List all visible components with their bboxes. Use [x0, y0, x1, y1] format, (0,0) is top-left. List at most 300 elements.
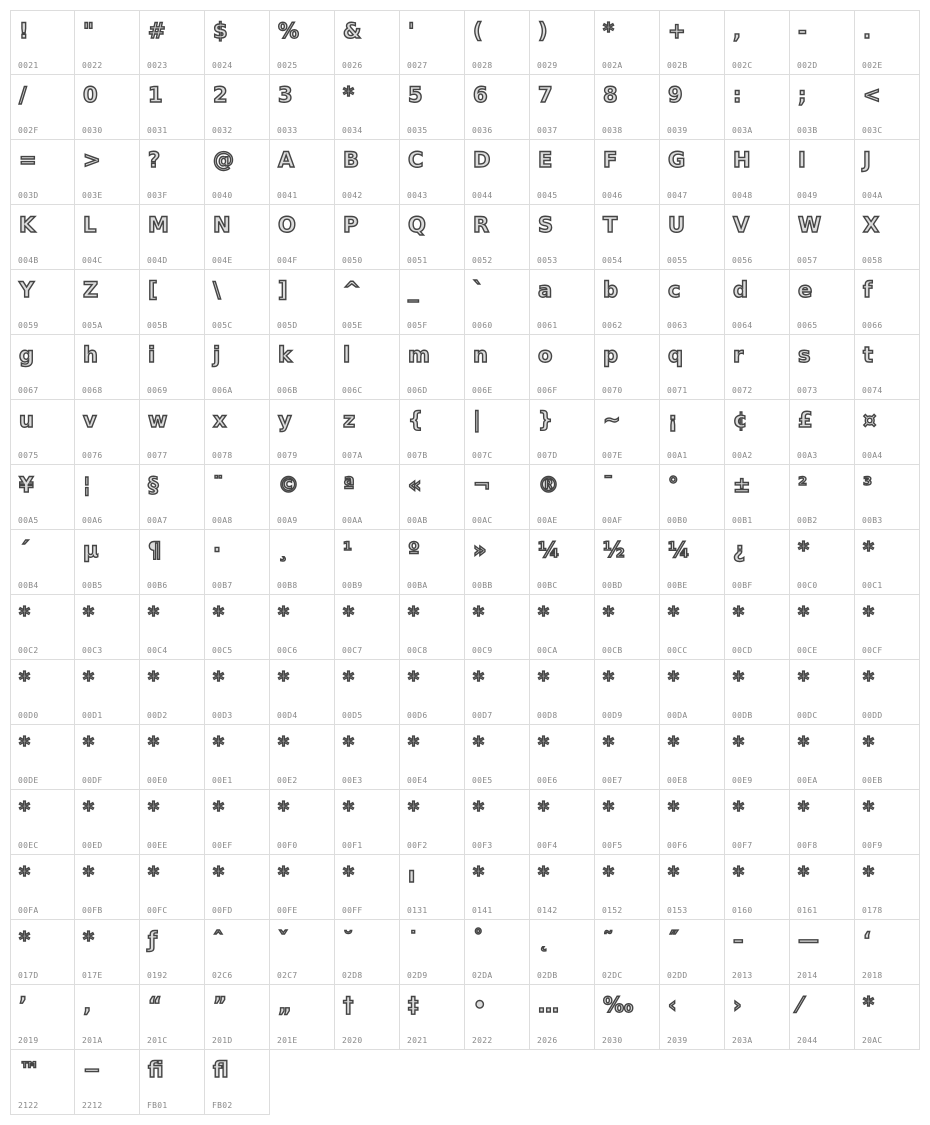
- glyph-cell: [855, 270, 920, 335]
- glyph-cell: [790, 920, 855, 985]
- glyph-code: 02DD: [667, 971, 688, 980]
- glyph-code: 0037: [537, 126, 558, 135]
- glyph-char: |: [473, 408, 481, 432]
- glyph-code: 0073: [797, 386, 818, 395]
- glyph-char: ¨: [213, 473, 224, 497]
- glyph-code: 003D: [18, 191, 39, 200]
- glyph-char: I: [798, 148, 806, 172]
- glyph-cell: [400, 335, 465, 400]
- glyph-char: ˆ: [213, 928, 224, 952]
- glyph-code: 002A: [602, 61, 623, 70]
- glyph-char: *: [798, 603, 809, 627]
- glyph-cell: [465, 10, 530, 75]
- glyph-code: 003B: [797, 126, 818, 135]
- glyph-char: –: [733, 928, 744, 952]
- glyph-code: 00CB: [602, 646, 623, 655]
- glyph-code: 00FF: [342, 906, 363, 915]
- glyph-code: 006D: [407, 386, 428, 395]
- glyph-char: 0: [83, 83, 98, 107]
- glyph-cell: [595, 985, 660, 1050]
- glyph-char: K: [19, 213, 36, 237]
- glyph-code: 00F0: [277, 841, 298, 850]
- glyph-code: 0024: [212, 61, 233, 70]
- glyph-char: ¸: [278, 538, 289, 562]
- glyph-char: %: [278, 19, 300, 43]
- glyph-char: n: [473, 343, 488, 367]
- glyph-code: 005B: [147, 321, 168, 330]
- glyph-cell: [205, 205, 270, 270]
- glyph-code: 201C: [147, 1036, 168, 1045]
- glyph-code: 005A: [82, 321, 103, 330]
- glyph-cell: [75, 660, 140, 725]
- glyph-cell: [530, 855, 595, 920]
- glyph-code: 0034: [342, 126, 363, 135]
- glyph-cell: [335, 270, 400, 335]
- glyph-cell: [660, 75, 725, 140]
- glyph-code: 0050: [342, 256, 363, 265]
- glyph-char: *: [343, 603, 354, 627]
- glyph-char: <: [863, 83, 881, 107]
- glyph-cell: [530, 595, 595, 660]
- glyph-char: *: [343, 83, 354, 107]
- glyph-cell: [660, 465, 725, 530]
- glyph-code: 0032: [212, 126, 233, 135]
- glyph-code: 00BA: [407, 581, 428, 590]
- glyph-cell: [465, 335, 530, 400]
- glyph-cell: [270, 530, 335, 595]
- glyph-cell: [660, 335, 725, 400]
- glyph-code: 00C9: [472, 646, 493, 655]
- glyph-code: 005D: [277, 321, 298, 330]
- glyph-cell: [10, 725, 75, 790]
- glyph-cell: [530, 400, 595, 465]
- glyph-char: i: [148, 343, 156, 367]
- glyph-code: 00AA: [342, 516, 363, 525]
- glyph-char: ’: [19, 993, 27, 1017]
- glyph-cell: [140, 400, 205, 465]
- glyph-cell: [10, 465, 75, 530]
- glyph-code: 0023: [147, 61, 168, 70]
- glyph-cell: [725, 920, 790, 985]
- glyph-char: e: [798, 278, 813, 302]
- glyph-char: ﬂ: [213, 1058, 229, 1082]
- glyph-char: ±: [733, 473, 751, 497]
- glyph-char: *: [603, 798, 614, 822]
- glyph-code: 00D3: [212, 711, 233, 720]
- glyph-code: 005F: [407, 321, 428, 330]
- glyph-cell: [335, 725, 400, 790]
- glyph-cell: [10, 790, 75, 855]
- glyph-cell: [270, 920, 335, 985]
- glyph-char: *: [148, 603, 159, 627]
- glyph-cell: [855, 855, 920, 920]
- glyph-cell: [725, 725, 790, 790]
- glyph-cell: [10, 660, 75, 725]
- glyph-char: o: [538, 343, 553, 367]
- glyph-char: q: [668, 343, 684, 367]
- glyph-cell: [855, 920, 920, 985]
- glyph-cell: [530, 140, 595, 205]
- glyph-cell: [530, 465, 595, 530]
- glyph-char: ˝: [668, 928, 679, 952]
- glyph-code: 0068: [82, 386, 103, 395]
- glyph-char: *: [733, 733, 744, 757]
- glyph-char: *: [863, 668, 874, 692]
- glyph-char: x: [213, 408, 227, 432]
- glyph-cell: [855, 530, 920, 595]
- glyph-code: 0036: [472, 126, 493, 135]
- glyph-cell: [140, 140, 205, 205]
- glyph-code: 00DA: [667, 711, 688, 720]
- glyph-code: 0033: [277, 126, 298, 135]
- glyph-char: ¶: [148, 538, 162, 562]
- glyph-code: 00B7: [212, 581, 233, 590]
- glyph-char: ): [538, 19, 548, 43]
- glyph-cell: [140, 985, 205, 1050]
- glyph-code: 00FC: [147, 906, 168, 915]
- glyph-cell: [205, 465, 270, 530]
- glyph-cell: [335, 10, 400, 75]
- glyph-char: “: [148, 993, 162, 1017]
- glyph-char: *: [798, 863, 809, 887]
- glyph-code: 0040: [212, 191, 233, 200]
- glyph-char: 1: [148, 83, 163, 107]
- glyph-code: 0043: [407, 191, 428, 200]
- glyph-char: J: [863, 148, 871, 172]
- glyph-cell: [140, 920, 205, 985]
- glyph-cell: [790, 465, 855, 530]
- glyph-char: *: [668, 733, 679, 757]
- glyph-char: *: [668, 798, 679, 822]
- glyph-cell: [790, 140, 855, 205]
- glyph-code: 00CD: [732, 646, 753, 655]
- glyph-char: *: [213, 733, 224, 757]
- glyph-char: ´: [19, 538, 30, 562]
- glyph-code: 006F: [537, 386, 558, 395]
- glyph-cell: [335, 595, 400, 660]
- glyph-cell: [530, 790, 595, 855]
- glyph-cell: [465, 400, 530, 465]
- glyph-code: 00E8: [667, 776, 688, 785]
- glyph-cell: [725, 790, 790, 855]
- glyph-char: *: [408, 733, 419, 757]
- glyph-char: ½: [603, 538, 625, 562]
- glyph-cell: [10, 1050, 75, 1115]
- glyph-cell: [75, 530, 140, 595]
- glyph-code: 0142: [537, 906, 558, 915]
- glyph-char: ı: [408, 863, 416, 887]
- glyph-char: ¦: [83, 473, 91, 497]
- glyph-char: @: [213, 148, 234, 172]
- glyph-cell: [595, 140, 660, 205]
- glyph-code: 006E: [472, 386, 493, 395]
- glyph-char: *: [83, 928, 94, 952]
- glyph-cell: [790, 660, 855, 725]
- glyph-code: 00FE: [277, 906, 298, 915]
- glyph-char: h: [83, 343, 98, 367]
- glyph-grid: [10, 10, 920, 1115]
- glyph-code: 006C: [342, 386, 363, 395]
- glyph-code: 00A7: [147, 516, 168, 525]
- glyph-code: 002F: [18, 126, 39, 135]
- glyph-char: *: [668, 668, 679, 692]
- glyph-code: 00E5: [472, 776, 493, 785]
- glyph-code: 0060: [472, 321, 493, 330]
- glyph-code: 00B2: [797, 516, 818, 525]
- glyph-cell: [400, 985, 465, 1050]
- glyph-code: 00C3: [82, 646, 103, 655]
- glyph-cell: [205, 75, 270, 140]
- glyph-cell: [660, 595, 725, 660]
- glyph-cell: [140, 335, 205, 400]
- glyph-code: 005C: [212, 321, 233, 330]
- glyph-code: 0178: [862, 906, 883, 915]
- glyph-char: \: [213, 278, 221, 302]
- glyph-cell: [465, 920, 530, 985]
- glyph-cell: [205, 1050, 270, 1115]
- glyph-cell: [855, 205, 920, 270]
- glyph-char: 6: [473, 83, 488, 107]
- glyph-cell: [205, 725, 270, 790]
- glyph-char: »: [473, 538, 487, 562]
- glyph-code: 2212: [82, 1101, 103, 1110]
- glyph-char: *: [408, 798, 419, 822]
- glyph-cell: [400, 270, 465, 335]
- glyph-code: 00FB: [82, 906, 103, 915]
- glyph-char: *: [603, 733, 614, 757]
- glyph-char: *: [278, 668, 289, 692]
- glyph-code: 002B: [667, 61, 688, 70]
- glyph-code: 0079: [277, 451, 298, 460]
- glyph-char: !: [19, 19, 29, 43]
- glyph-code: 02DA: [472, 971, 493, 980]
- glyph-char: L: [83, 213, 97, 237]
- glyph-code: 00B6: [147, 581, 168, 590]
- glyph-cell: [660, 920, 725, 985]
- glyph-cell: [335, 75, 400, 140]
- glyph-code: 00AB: [407, 516, 428, 525]
- glyph-char: ˛: [538, 928, 549, 952]
- glyph-code: 00CE: [797, 646, 818, 655]
- glyph-code: 00FA: [18, 906, 39, 915]
- glyph-code: 0049: [797, 191, 818, 200]
- glyph-code: 006B: [277, 386, 298, 395]
- glyph-char: &: [343, 19, 362, 43]
- glyph-cell: [660, 400, 725, 465]
- glyph-char: y: [278, 408, 292, 432]
- glyph-code: 00BC: [537, 581, 558, 590]
- glyph-cell: [270, 75, 335, 140]
- glyph-code: 2020: [342, 1036, 363, 1045]
- glyph-char: V: [733, 213, 750, 237]
- glyph-cell: [75, 400, 140, 465]
- glyph-code: 0131: [407, 906, 428, 915]
- glyph-code: 00AC: [472, 516, 493, 525]
- glyph-code: 0141: [472, 906, 493, 915]
- glyph-char: r: [733, 343, 744, 367]
- glyph-cell: [530, 725, 595, 790]
- glyph-cell: [205, 530, 270, 595]
- glyph-char: j: [213, 343, 221, 367]
- glyph-cell: [790, 75, 855, 140]
- glyph-cell: [855, 790, 920, 855]
- glyph-code: 0058: [862, 256, 883, 265]
- glyph-cell: [270, 270, 335, 335]
- glyph-cell: [465, 530, 530, 595]
- glyph-char: *: [603, 863, 614, 887]
- glyph-code: 00D8: [537, 711, 558, 720]
- glyph-cell: [595, 920, 660, 985]
- glyph-char: W: [798, 213, 822, 237]
- glyph-code: 003A: [732, 126, 753, 135]
- glyph-char: −: [83, 1058, 101, 1082]
- glyph-char: _: [408, 278, 419, 302]
- glyph-char: *: [213, 668, 224, 692]
- glyph-code: 0045: [537, 191, 558, 200]
- glyph-char: *: [343, 798, 354, 822]
- glyph-cell: [335, 920, 400, 985]
- glyph-cell: [725, 140, 790, 205]
- glyph-code: 2021: [407, 1036, 428, 1045]
- glyph-cell: [400, 205, 465, 270]
- glyph-code: 0025: [277, 61, 298, 70]
- glyph-char: *: [798, 668, 809, 692]
- glyph-code: 00A4: [862, 451, 883, 460]
- glyph-code: 201E: [277, 1036, 298, 1045]
- glyph-code: 0070: [602, 386, 623, 395]
- glyph-cell: [140, 530, 205, 595]
- glyph-cell: [465, 465, 530, 530]
- glyph-char: *: [538, 603, 549, 627]
- glyph-code: 00CF: [862, 646, 883, 655]
- glyph-cell: [790, 10, 855, 75]
- glyph-code: 00C0: [797, 581, 818, 590]
- glyph-char: *: [863, 603, 874, 627]
- glyph-char: º: [408, 538, 420, 562]
- glyph-char: *: [278, 603, 289, 627]
- glyph-char: {: [408, 408, 423, 432]
- glyph-char: ³: [863, 473, 873, 497]
- glyph-char: a: [538, 278, 553, 302]
- glyph-cell: [205, 985, 270, 1050]
- glyph-code: FB01: [147, 1101, 168, 1110]
- glyph-code: 0059: [18, 321, 39, 330]
- glyph-cell: [855, 660, 920, 725]
- glyph-cell: [660, 270, 725, 335]
- glyph-char: §: [148, 473, 159, 497]
- glyph-char: `: [473, 278, 484, 302]
- glyph-cell: [725, 400, 790, 465]
- glyph-char: Z: [83, 278, 99, 302]
- glyph-cell: [855, 985, 920, 1050]
- glyph-char: ': [408, 19, 415, 43]
- glyph-cell: [270, 855, 335, 920]
- glyph-code: 00F8: [797, 841, 818, 850]
- glyph-code: 0052: [472, 256, 493, 265]
- glyph-cell: [400, 465, 465, 530]
- glyph-char: ƒ: [148, 928, 158, 952]
- glyph-code: 00A6: [82, 516, 103, 525]
- glyph-code: 00B3: [862, 516, 883, 525]
- glyph-char: ;: [798, 83, 807, 107]
- glyph-cell: [465, 205, 530, 270]
- glyph-char: *: [473, 603, 484, 627]
- glyph-char: *: [408, 668, 419, 692]
- glyph-char: *: [19, 863, 30, 887]
- glyph-code: 00D1: [82, 711, 103, 720]
- glyph-cell: [400, 790, 465, 855]
- glyph-cell: [270, 790, 335, 855]
- glyph-char: *: [863, 733, 874, 757]
- glyph-char: …: [538, 993, 559, 1017]
- glyph-char: *: [19, 928, 30, 952]
- glyph-code: 00B8: [277, 581, 298, 590]
- glyph-char: ‡: [408, 993, 419, 1017]
- glyph-cell: [465, 270, 530, 335]
- glyph-code: 00BF: [732, 581, 753, 590]
- glyph-cell: [205, 10, 270, 75]
- glyph-cell: [595, 205, 660, 270]
- glyph-cell: [660, 725, 725, 790]
- glyph-cell: [335, 335, 400, 400]
- glyph-code: 002D: [797, 61, 818, 70]
- glyph-code: 004D: [147, 256, 168, 265]
- glyph-char: *: [733, 798, 744, 822]
- glyph-cell: [465, 725, 530, 790]
- glyph-code: 00B9: [342, 581, 363, 590]
- glyph-code: 007C: [472, 451, 493, 460]
- glyph-char: *: [863, 993, 874, 1017]
- glyph-char: °: [668, 473, 679, 497]
- glyph-code: 00B5: [82, 581, 103, 590]
- glyph-char: «: [408, 473, 422, 497]
- glyph-char: v: [83, 408, 97, 432]
- glyph-code: 00C2: [18, 646, 39, 655]
- glyph-cell: [400, 595, 465, 660]
- glyph-char: *: [19, 603, 30, 627]
- glyph-char: M: [148, 213, 169, 237]
- glyph-code: 0078: [212, 451, 233, 460]
- glyph-code: 0046: [602, 191, 623, 200]
- glyph-char: $: [213, 19, 228, 43]
- glyph-char: *: [148, 733, 159, 757]
- glyph-code: 00E1: [212, 776, 233, 785]
- glyph-code: 00DD: [862, 711, 883, 720]
- glyph-char: ": [83, 19, 94, 43]
- glyph-cell: [75, 270, 140, 335]
- glyph-code: 0161: [797, 906, 818, 915]
- glyph-char: „: [278, 993, 292, 1017]
- glyph-cell: [140, 465, 205, 530]
- glyph-code: 2122: [18, 1101, 39, 1110]
- glyph-char: *: [83, 733, 94, 757]
- glyph-code: 0061: [537, 321, 558, 330]
- glyph-char: ¬: [473, 473, 491, 497]
- glyph-char: ?: [148, 148, 161, 172]
- glyph-char: *: [83, 603, 94, 627]
- glyph-char: ˜: [603, 928, 614, 952]
- glyph-cell: [790, 790, 855, 855]
- glyph-code: 02D9: [407, 971, 428, 980]
- glyph-code: 2044: [797, 1036, 818, 1045]
- glyph-code: FB02: [212, 1101, 233, 1110]
- glyph-cell: [270, 595, 335, 660]
- glyph-code: 00E2: [277, 776, 298, 785]
- glyph-code: 00BD: [602, 581, 623, 590]
- glyph-char: *: [148, 863, 159, 887]
- glyph-cell: [10, 205, 75, 270]
- glyph-cell: [725, 10, 790, 75]
